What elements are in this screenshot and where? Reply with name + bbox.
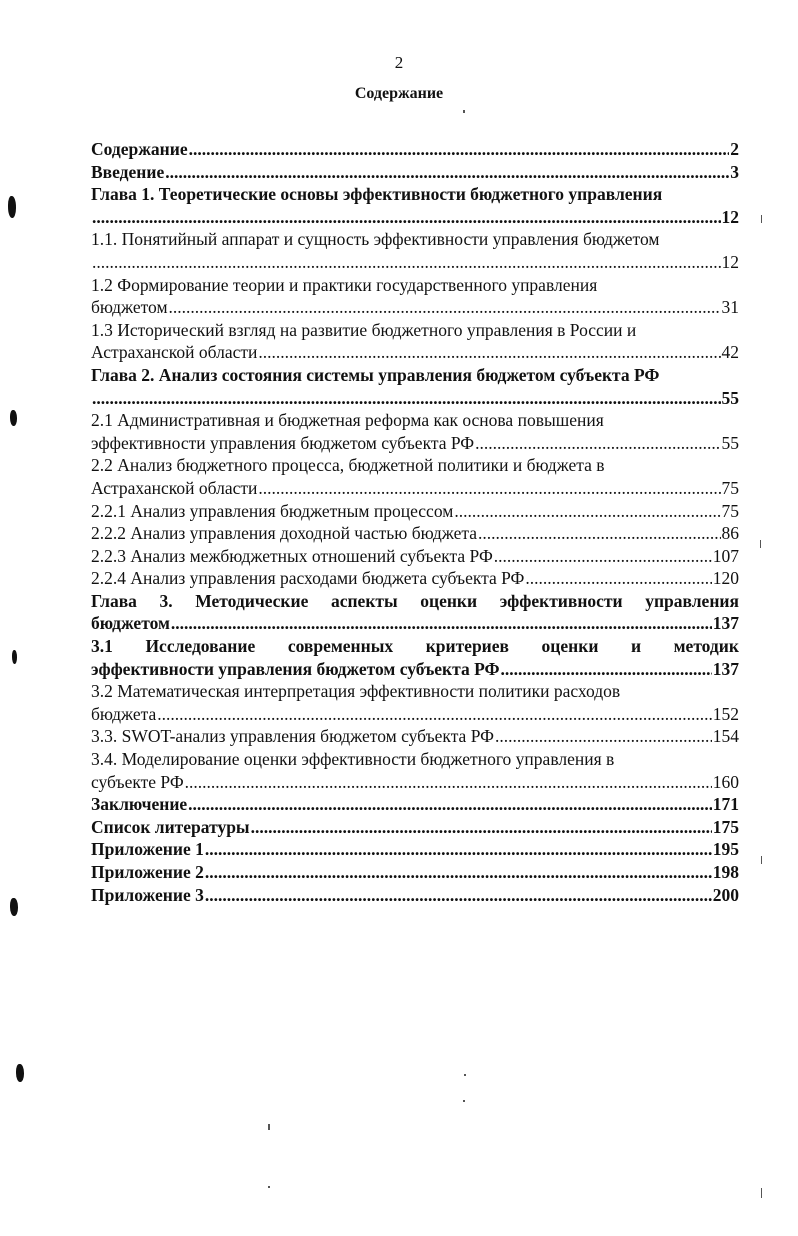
- toc-entry-title: 2.1 Административная и бюджетная реформа как основа повышения: [91, 410, 604, 431]
- toc-entry-section-2-2[interactable]: [91, 454, 739, 499]
- toc-entry-section-2-2-3[interactable]: [91, 545, 739, 568]
- toc-entry-title-cont: эффективности управления бюджетом субъекта РФ: [91, 432, 475, 453]
- title-word: Глава: [91, 590, 137, 611]
- dot-leader: [92, 251, 721, 274]
- page-number: 2: [394, 53, 404, 72]
- dot-leader: [157, 703, 712, 726]
- toc-entry-chapter-3[interactable]: [91, 590, 739, 635]
- toc-entry-title-cont: бюджетом: [91, 297, 168, 318]
- toc-entry-section-1-1[interactable]: [91, 228, 739, 273]
- title-word: 3.: [159, 590, 173, 611]
- dot-leader: [171, 612, 712, 635]
- toc-entry-title: Список литературы: [91, 816, 250, 837]
- page-title: Содержание: [354, 85, 444, 102]
- toc-entry-page: 152: [712, 703, 739, 724]
- toc-entry-page: 160: [712, 771, 739, 792]
- toc-entry-page: 31: [721, 297, 739, 318]
- toc-entry-page: 75: [721, 477, 739, 498]
- toc-entry-title-cont: Астраханской области: [91, 477, 258, 498]
- toc-entry-chapter-1[interactable]: [91, 183, 739, 228]
- title-word: эффективности: [499, 590, 623, 611]
- toc-entry-page: 55: [721, 387, 739, 408]
- toc-entry-appendix-1[interactable]: [91, 838, 739, 861]
- toc-entry-section-2-2-4[interactable]: [91, 567, 739, 590]
- toc-entry-title: 1.3 Исторический взгляд на развитие бюджетного управления в России и: [91, 319, 637, 340]
- dot-leader: [189, 138, 730, 161]
- title-word: Исследование: [145, 636, 256, 657]
- binding-mark: [16, 1064, 24, 1082]
- scan-speck: [463, 1100, 465, 1102]
- scan-speck: [761, 215, 762, 223]
- toc-entry-appendix-3[interactable]: [91, 884, 739, 907]
- toc-entry-title: [91, 590, 739, 613]
- toc-entry-section-3-1[interactable]: [91, 635, 739, 680]
- toc-entry-page: 137: [712, 613, 739, 634]
- toc-entry-page: 2: [730, 139, 739, 159]
- dot-leader: [92, 387, 721, 410]
- toc-entry-title: Глава 1. Теоретические основы эффективности бюджетного управления: [91, 184, 663, 205]
- scan-speck: [463, 110, 465, 113]
- dot-leader: [494, 545, 712, 568]
- scan-speck: [268, 1186, 270, 1188]
- toc-entry-page: 3: [730, 161, 739, 182]
- toc-entry-page: 137: [712, 658, 739, 679]
- binding-mark: [10, 898, 18, 916]
- dot-leader: [205, 838, 712, 861]
- toc-entry-title: 2.2.4 Анализ управления расходами бюджета субъекта РФ: [91, 568, 525, 589]
- toc-entry-chapter-2[interactable]: [91, 364, 739, 409]
- dot-leader: [169, 296, 721, 319]
- toc-entry-section-3-4[interactable]: [91, 748, 739, 793]
- toc-entry-contents[interactable]: [91, 138, 739, 161]
- toc-entry-title: 3.2 Математическая интерпретация эффективности политики расходов: [91, 681, 621, 702]
- toc-entry-title: [91, 635, 739, 658]
- binding-mark: [10, 410, 17, 426]
- toc-entry-title: Приложение 3: [91, 884, 204, 905]
- toc-entry-bibliography[interactable]: [91, 816, 739, 839]
- toc-entry-page: 12: [721, 251, 739, 272]
- toc-entry-title: Введение: [91, 161, 165, 182]
- toc-entry-page: 195: [712, 839, 739, 860]
- toc-entry-title-cont: субъекте РФ: [91, 771, 184, 792]
- dot-leader: [495, 725, 712, 748]
- dot-leader: [258, 477, 720, 500]
- toc-entry-title: Глава 2. Анализ состояния системы управления бюджетом субъекта РФ: [91, 364, 660, 385]
- dot-leader: [454, 500, 720, 523]
- toc-entry-page: 154: [712, 726, 739, 747]
- dot-leader: [92, 206, 721, 229]
- toc-entry-title: 1.1. Понятийный аппарат и сущность эффективности управления бюджетом: [91, 229, 660, 250]
- toc-entry-title: Заключение: [91, 794, 188, 815]
- title-word: Методические: [195, 590, 309, 611]
- toc-entry-section-3-3[interactable]: [91, 725, 739, 748]
- toc-entry-title: 1.2 Формирование теории и практики государственного управления: [91, 274, 598, 295]
- dot-leader: [478, 522, 721, 545]
- title-word: управления: [645, 590, 739, 611]
- dot-leader: [205, 884, 712, 907]
- toc-entry-title: 2.2 Анализ бюджетного процесса, бюджетной политики и бюджета в: [91, 455, 605, 476]
- scan-speck: [268, 1124, 270, 1130]
- table-of-contents: [91, 138, 739, 906]
- binding-mark: [12, 650, 17, 664]
- toc-entry-page: 200: [712, 884, 739, 905]
- dot-leader: [205, 861, 712, 884]
- toc-entry-section-2-2-2[interactable]: [91, 522, 739, 545]
- toc-entry-title: Содержание: [91, 139, 188, 159]
- dot-leader: [251, 816, 712, 839]
- title-word: 3.1: [91, 636, 113, 657]
- toc-entry-title: 3.4. Моделирование оценки эффективности бюджетного управления в: [91, 749, 615, 770]
- scan-speck: [761, 856, 762, 864]
- toc-entry-title-cont: бюджета: [91, 703, 157, 724]
- title-word: и: [630, 636, 642, 657]
- title-word: критериев: [425, 636, 509, 657]
- toc-entry-section-1-2[interactable]: [91, 274, 739, 319]
- toc-entry-appendix-2[interactable]: [91, 861, 739, 884]
- title-word: оценки: [541, 636, 599, 657]
- toc-entry-page: 120: [712, 568, 739, 589]
- toc-entry-page: 55: [721, 432, 739, 453]
- title-word: методик: [673, 636, 739, 657]
- toc-entry-title: 2.2.1 Анализ управления бюджетным процессом: [91, 500, 454, 521]
- toc-entry-page: 171: [712, 794, 739, 815]
- toc-entry-introduction[interactable]: [91, 161, 739, 184]
- scan-speck: [464, 1074, 466, 1076]
- toc-entry-page: 42: [721, 342, 739, 363]
- dot-leader: [475, 432, 720, 455]
- toc-entry-title: Приложение 1: [91, 839, 204, 860]
- dot-leader: [165, 161, 729, 184]
- title-word: аспекты: [330, 590, 398, 611]
- dot-leader: [525, 567, 711, 590]
- toc-entry-title: 3.3. SWOT-анализ управления бюджетом субъекта РФ: [91, 726, 494, 747]
- toc-entry-page: 107: [712, 545, 739, 566]
- scan-speck: [761, 1188, 762, 1198]
- toc-entry-title-cont: Астраханской области: [91, 342, 258, 363]
- toc-entry-title-cont: эффективности управления бюджетом субъекта РФ: [91, 658, 500, 679]
- title-word: оценки: [420, 590, 478, 611]
- toc-entry-title: 2.2.3 Анализ межбюджетных отношений субъекта РФ: [91, 545, 493, 566]
- toc-entry-section-3-2[interactable]: [91, 680, 739, 725]
- scan-speck: [760, 540, 761, 548]
- toc-entry-conclusion[interactable]: [91, 793, 739, 816]
- toc-entry-section-2-2-1[interactable]: [91, 500, 739, 523]
- dot-leader: [185, 771, 712, 794]
- dot-leader: [258, 341, 720, 364]
- toc-entry-page: 175: [712, 816, 739, 837]
- toc-entry-page: 86: [721, 523, 739, 544]
- dot-leader: [501, 658, 712, 681]
- toc-entry-title: 2.2.2 Анализ управления доходной частью бюджета: [91, 523, 477, 544]
- toc-entry-title: Приложение 2: [91, 862, 204, 882]
- toc-entry-title-cont: бюджетом: [91, 613, 170, 634]
- toc-entry-page: 12: [721, 206, 739, 227]
- title-word: современных: [287, 636, 394, 657]
- toc-entry-page: 75: [721, 500, 739, 521]
- toc-entry-page: 198: [712, 862, 739, 882]
- toc-entry-section-1-3[interactable]: [91, 319, 739, 364]
- binding-mark: [8, 196, 16, 218]
- dot-leader: [188, 793, 712, 816]
- toc-entry-section-2-1[interactable]: [91, 409, 739, 454]
